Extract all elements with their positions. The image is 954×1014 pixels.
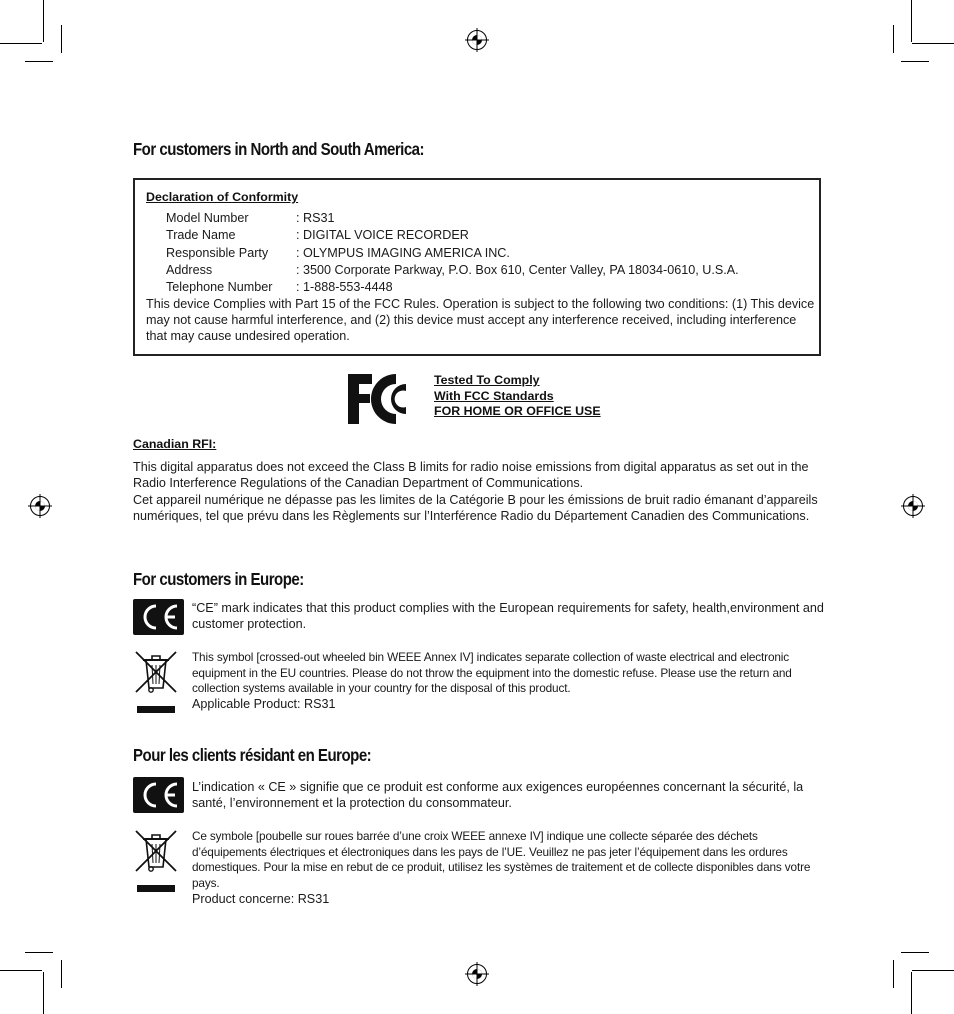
row-value: : 3500 Corporate Parkway, P.O. Box 610, Center Valley, PA 18034-0610, U.S.A.: [296, 263, 739, 277]
ce-mark-description: “CE” mark indicates that this product complies with the European requirements for safety, health,environment and customer protection.: [192, 601, 824, 631]
fcc-line: Tested To Comply: [434, 373, 540, 387]
ce-mark-icon: [133, 777, 184, 813]
crossed-bin-icon: [133, 827, 179, 893]
section-heading-americas: For customers in North and South America:: [133, 139, 425, 159]
declaration-row: [166, 262, 739, 278]
declaration-row: [166, 279, 393, 295]
declaration-title: Declaration of Conformity: [146, 190, 299, 204]
registration-mark-icon: [28, 494, 52, 518]
section-heading-europe-fr: Pour les clients résidant en Europe:: [133, 745, 372, 765]
declaration-row: [166, 227, 469, 243]
applicable-product-fr: Product concerne: RS31: [192, 892, 330, 906]
ce-mark-icon: [133, 599, 184, 635]
row-label: Responsible Party: [166, 246, 269, 260]
fcc-statement: This device Complies with Part 15 of the FCC Rules. Operation is subject to the following two conditions: (1) This device may not cause harmful interference, and (2) this device must accept any interference received, including interference that may cause undesired operation.: [146, 297, 815, 343]
row-label: Address: [166, 263, 213, 277]
row-label: Model Number: [166, 211, 249, 225]
section-heading-europe: For customers in Europe:: [133, 569, 304, 589]
ce-mark-description-fr: L’indication « CE » signifie que ce produit est conforme aux exigences européennes concernant la sécurité, la santé, l’environnement et la protection du consommateur.: [192, 780, 804, 810]
canadian-rfi-title: Canadian RFI:: [133, 437, 217, 451]
weee-description: This symbol [crossed-out wheeled bin WEEE Annex IV] indicates separate collection of waste electrical and electronic equipment in the EU countries. Please do not throw the equipment into the domestic refuse. Please use the return and collection systems available in your country for the disposal of this product.: [192, 650, 792, 696]
weee-description-fr: Ce symbole [poubelle sur roues barrée d’une croix WEEE annexe IV] indique une collecte séparée des déchets d’équipements électriques et électroniques dans les pays de l’UE. Veuillez ne pas jeter l’équipement dans les ordures domestiques. Pour la mise en rebut de ce produit, utilisez les systèmes de traitement et de collecte disponibles dans votre pays.: [192, 829, 811, 890]
canadian-rfi-english: This digital apparatus does not exceed the Class B limits for radio noise emissions from digital apparatus as set out in the Radio Interference Regulations of the Canadian Department of Communications.: [133, 460, 809, 490]
fcc-line: FOR HOME OR OFFICE USE: [434, 404, 601, 418]
applicable-product: Applicable Product: RS31: [192, 697, 336, 711]
row-value: : 1-888-553-4448: [296, 280, 393, 294]
fcc-compliance-text: [434, 373, 601, 420]
declaration-box: [133, 178, 821, 356]
fcc-logo-icon: [346, 372, 422, 426]
row-label: Telephone Number: [166, 280, 273, 294]
fcc-line: With FCC Standards: [434, 388, 554, 403]
row-value: : DIGITAL VOICE RECORDER: [296, 228, 469, 242]
registration-mark-icon: [465, 28, 489, 52]
registration-mark-icon: [901, 494, 925, 518]
row-label: Trade Name: [166, 228, 236, 242]
declaration-row: [166, 210, 335, 226]
crossed-bin-icon: [133, 648, 179, 714]
registration-mark-icon: [465, 962, 489, 986]
row-value: : OLYMPUS IMAGING AMERICA INC.: [296, 246, 510, 260]
canadian-rfi-french: Cet appareil numérique ne dépasse pas les limites de la Catégorie B pour les émissions de bruit radio émanant d’appareils numériques, tel que prévu dans les Règlements sur l’Interférence Radio du Département Canadien des Communications.: [133, 493, 818, 523]
row-value: : RS31: [296, 211, 335, 225]
declaration-row: [166, 245, 510, 261]
